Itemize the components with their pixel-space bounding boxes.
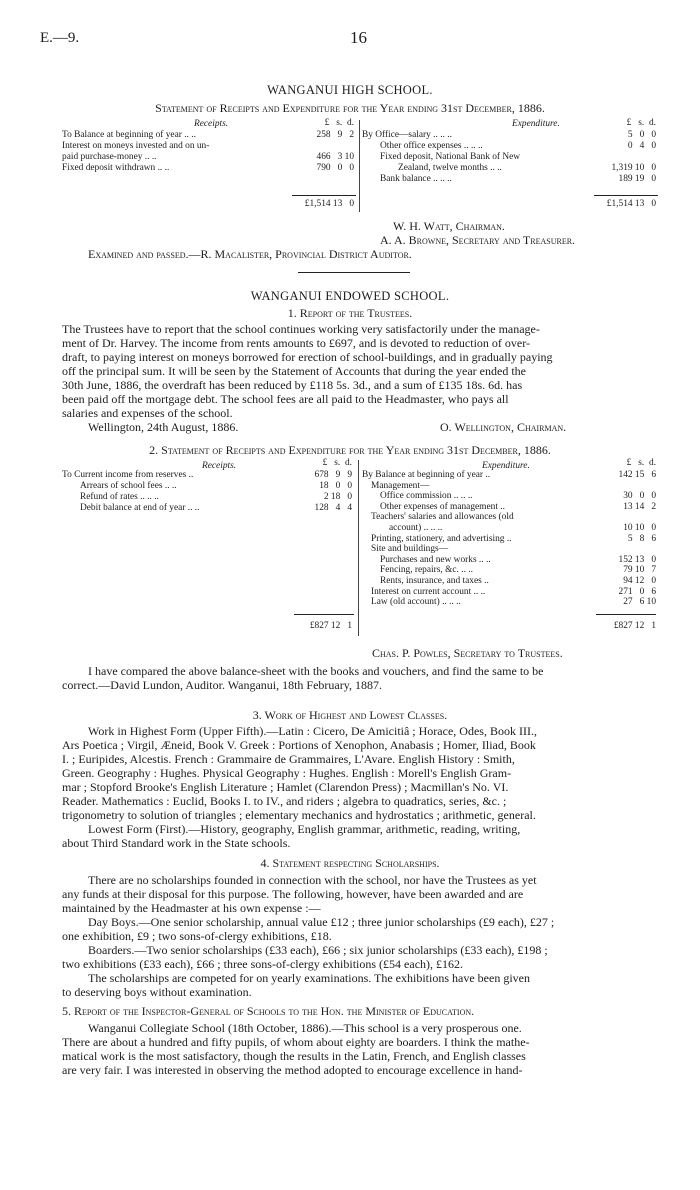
work-section (62, 724, 678, 850)
text-line: two exhibitions (£33 each), £66 ; three sons-of-clergy exhibitions (£54 each), £162. (62, 957, 464, 971)
currency-header: £ s. d. (626, 458, 656, 468)
account-row-label: Interest on moneys invested and on un- (62, 141, 210, 151)
currency-header: £ s. d. (626, 118, 656, 128)
text-line: are very fair. I was interested in observing the method adopted to encourage excellence in hand- (62, 1063, 523, 1077)
account-row-amount: 94 12 0 (623, 576, 656, 586)
account-row-label: Other office expenses .. .. .. (380, 141, 483, 151)
statement-heading-high-school: Statement of Receipts and Expenditure for the Year ending 31st December, 1886. (155, 101, 545, 115)
report-chairman: O. Wellington, Chairman. (440, 420, 567, 434)
receipts-total: £827 12 1 (309, 621, 352, 631)
account-row-label: account) .. .. .. (389, 523, 443, 533)
account-row-amount: 466 3 10 (316, 152, 354, 162)
account-row-amount: 271 0 6 (618, 586, 656, 597)
account-row-label: Rents, insurance, and taxes .. (380, 576, 489, 586)
text-line: Wanganui Collegiate School (18th October, 1886).—This school is a very prosperous one. (88, 1021, 522, 1035)
account-row-amount: 30 0 0 (623, 491, 656, 502)
account-row-label: Management— (371, 480, 430, 491)
column-divider (358, 460, 359, 636)
account-row-label: To Balance at beginning of year .. .. (62, 130, 196, 140)
account-row-label: By Office—salary .. .. .. (362, 130, 452, 140)
receipts-table-endowed (62, 458, 358, 638)
account-row-amount: 258 9 2 (316, 130, 354, 140)
account-row-amount: 0 4 0 (627, 141, 656, 151)
expenditure-heading: Expenditure. (512, 119, 560, 129)
account-row-label: Arrears of school fees .. .. (80, 481, 177, 491)
account-row-label: By Balance at beginning of year .. (362, 470, 491, 480)
account-row-amount: 152 13 0 (618, 554, 656, 565)
account-row-amount: 79 10 7 (623, 565, 656, 576)
account-row-amount: 5 0 0 (627, 130, 656, 140)
account-row-amount: 5 8 6 (627, 533, 656, 544)
text-line: I. ; Euripides, Alcestis. French : Grammaire de Grammaires, L'Avare. English History : Smith, (62, 752, 515, 766)
text-line: ment of Dr. Harvey. The income from rents amounts to £697, and is devoted to reduction of over- (62, 336, 530, 350)
secretary-signature: Chas. P. Powles, Secretary to Trustees. (372, 646, 563, 660)
receipts-heading: Receipts. (202, 461, 237, 471)
total-rule (292, 195, 356, 196)
account-row-label: Site and buildings— (371, 544, 449, 555)
text-line: There are no scholarships founded in connection with the school, nor have the Trustees as yet (88, 873, 537, 887)
account-row-amount: 2 18 0 (323, 492, 352, 502)
account-row-label: paid purchase-money .. .. (62, 152, 157, 162)
text-line: trigonometry to solution of triangles ; elementary mechanics and hydrostatics ; arithmetic, general. (62, 808, 536, 822)
column-divider (359, 120, 360, 212)
account-row-label: Fixed deposit, National Bank of New (380, 152, 521, 162)
account-row-label: Refund of rates .. .. .. (80, 492, 159, 502)
account-row-amount: 18 0 0 (319, 481, 352, 491)
expenditure-table-high-school (362, 117, 662, 212)
account-row-label: Debit balance at end of year .. .. (80, 503, 200, 513)
text-line: maintained by the Headmaster at his own expense :— (62, 901, 321, 915)
account-row-label: Zealand, twelve months .. .. (398, 163, 502, 173)
text-line: off the principal sum. It will be seen by the Statement of Accounts that during the year ended the (62, 364, 526, 378)
total-rule (596, 614, 656, 615)
account-row-label: Fixed deposit withdrawn .. .. (62, 163, 170, 173)
account-row-amount: 27 6 10 (623, 597, 656, 608)
account-row-label: To Current income from reserves .. (62, 470, 194, 480)
currency-header: £ s. d. (322, 458, 352, 468)
scholarship-section (62, 873, 678, 999)
account-row-label: Purchases and new works .. .. (380, 554, 491, 565)
account-row-label: Bank balance .. .. .. (380, 174, 452, 184)
text-line: been paid off the mortgage debt. The school fees are all paid to the Headmaster, who pays all (62, 392, 509, 406)
text-line: salaries and expenses of the school. (62, 406, 233, 420)
section-divider (298, 272, 410, 273)
text-line: correct.—David Lundon, Auditor. Wanganui, 18th February, 1887. (62, 678, 382, 692)
text-line: Day Boys.—One senior scholarship, annual value £12 ; three junior scholarships (£9 each), £27 ; (88, 915, 555, 929)
account-row-amount: 142 15 6 (618, 470, 656, 480)
text-line: any funds at their disposal for this purpose. The following, however, have been awarded and are (62, 887, 524, 901)
account-row-label: Office commission .. .. .. (380, 491, 473, 502)
text-line: Lowest Form (First).—History, geography, English grammar, arithmetic, reading, writing, (88, 822, 521, 836)
account-row-label: Law (old account) .. .. .. (371, 597, 461, 608)
text-line: There are about a hundred and fifty pupils, of whom about eighty are boarders. I think the mathe- (62, 1035, 530, 1049)
section-title-high-school: WANGANUI HIGH SCHOOL. (267, 83, 433, 97)
report5-heading: 5. Report of the Inspector-General of Schools to the Hon. the Minister of Education. (62, 1004, 475, 1018)
trustees-report (62, 322, 678, 420)
scholarship-heading: 4. Statement respecting Scholarships. (260, 856, 440, 870)
total-rule (294, 614, 354, 615)
receipts-table-high-school (62, 117, 358, 212)
auditor-note (62, 664, 678, 692)
currency-header: £ s. d. (324, 118, 354, 128)
text-line: one exhibition, £9 ; two sons-of-clergy exhibitions, £18. (62, 929, 332, 943)
account-row-amount: 10 10 0 (623, 523, 656, 533)
text-line: The Trustees have to report that the school continues working very satisfactorily under the manage- (62, 322, 540, 336)
text-line: Green. Geography : Hughes. Physical Geography : Hughes. English : Morell's English Gram- (62, 766, 512, 780)
account-row-amount: 678 9 9 (314, 470, 352, 480)
work-heading: 3. Work of Highest and Lowest Classes. (252, 708, 448, 722)
section-title-endowed-school: WANGANUI ENDOWED SCHOOL. (250, 289, 450, 303)
text-line: draft, to paying interest on moneys borrowed for erection of school-buildings, and in gradually paying (62, 350, 553, 364)
receipts-heading: Receipts. (194, 119, 229, 129)
expenditure-total: £827 12 1 (613, 621, 656, 631)
text-line: about Third Standard work in the State schools. (62, 836, 291, 850)
signature-chairman: W. H. Watt, Chairman. (393, 219, 505, 233)
account-row-label: Printing, stationery, and advertising .. (371, 533, 512, 544)
account-row-amount: 1,319 10 0 (611, 163, 656, 173)
page-ref: E.—9. (40, 30, 80, 46)
receipts-total: £1,514 13 0 (304, 199, 354, 209)
expenditure-table-endowed (362, 458, 662, 638)
account-row-label: Teachers' salaries and allowances (old (371, 512, 514, 523)
statement-heading-endowed: 2. Statement of Receipts and Expenditure for the Year ending 31st December, 1886. (149, 443, 551, 457)
text-line: The scholarships are competed for on yearly examinations. The exhibitions have been given (88, 971, 530, 985)
account-row-label: Fencing, repairs, &c. .. .. (380, 565, 473, 576)
text-line: matical work is the most satisfactory, though the results in the Latin, French, and English classes (62, 1049, 526, 1063)
expenditure-total: £1,514 13 0 (606, 199, 656, 209)
total-rule (594, 195, 658, 196)
text-line: I have compared the above balance-sheet with the books and vouchers, and find the same to be (88, 664, 544, 678)
account-row-amount: 13 14 2 (623, 501, 656, 512)
text-line: Ars Poetica ; Virgil, Æneid, Book V. Greek : Portions of Xenophon, Anabasis ; Homer, Iliad, Book (62, 738, 536, 752)
inspector-report (62, 1021, 678, 1077)
text-line: mar ; Stopford Brooke's English Literature ; Hamlet (Clarendon Press) ; Macmillan's No. VI. (62, 780, 509, 794)
examined-note: Examined and passed.—R. Macalister, Provincial District Auditor. (88, 247, 412, 261)
text-line: Reader. Mathematics : Euclid, Books I. to IV., and riders ; algebra to quadratics, series, &c. ; (62, 794, 507, 808)
report-place-date: Wellington, 24th August, 1886. (88, 420, 239, 434)
expenditure-heading: Expenditure. (482, 461, 530, 471)
signature-secretary: A. A. Browne, Secretary and Treasurer. (380, 233, 576, 247)
account-row-amount: 189 19 0 (618, 174, 656, 184)
account-row-label: Interest on current account .. .. (371, 586, 486, 597)
account-row-label: Other expenses of management .. (380, 501, 505, 512)
text-line: 30th June, 1886, the overdraft has been reduced by £118 5s. 3d., and a sum of £135 18s. 6d. has (62, 378, 523, 392)
text-line: Work in Highest Form (Upper Fifth).—Latin : Cicero, De Amicitiâ ; Horace, Odes, Book III., (88, 724, 537, 738)
account-row-amount: 128 4 4 (314, 503, 352, 513)
report-heading-trustees: 1. Report of the Trustees. (287, 306, 413, 320)
page-number: 16 (350, 28, 367, 47)
account-row-amount: 790 0 0 (316, 163, 354, 173)
text-line: to deserving boys without examination. (62, 985, 252, 999)
text-line: Boarders.—Two senior scholarships (£33 each), £66 ; six junior scholarships (£33 each), £198 ; (88, 943, 548, 957)
